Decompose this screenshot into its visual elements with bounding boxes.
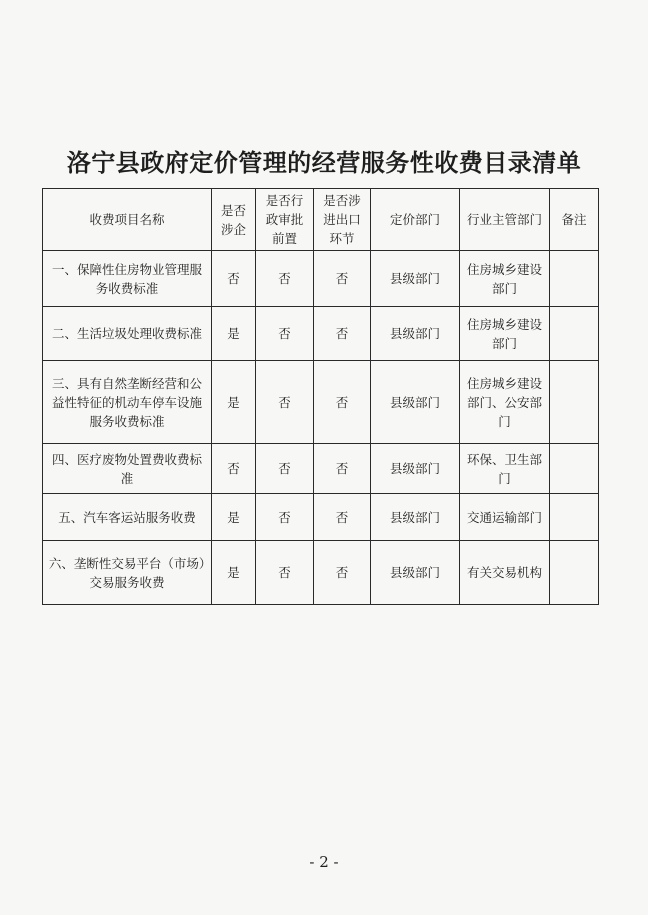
remarks-cell (550, 251, 599, 307)
import-export-cell: 否 (314, 494, 371, 541)
remarks-cell (550, 361, 599, 444)
enterprise-cell: 否 (212, 251, 256, 307)
header-import-export: 是否涉进出口环节 (314, 189, 371, 251)
header-enterprise: 是否涉企 (212, 189, 256, 251)
enterprise-cell: 是 (212, 307, 256, 361)
remarks-cell (550, 307, 599, 361)
admin-approval-cell: 否 (256, 541, 314, 605)
header-row (43, 189, 599, 251)
table-row (43, 361, 599, 444)
table-row (43, 541, 599, 605)
table-row (43, 444, 599, 494)
enterprise-cell: 否 (212, 444, 256, 494)
import-export-cell: 否 (314, 444, 371, 494)
page-title: 洛宁县政府定价管理的经营服务性收费目录清单 (66, 149, 582, 177)
admin-approval-cell: 否 (256, 361, 314, 444)
pricing-dept-cell: 县级部门 (371, 361, 460, 444)
supervisor-cell: 住房城乡建设部门、公安部门 (460, 361, 550, 444)
admin-approval-cell: 否 (256, 251, 314, 307)
header-name: 收费项目名称 (43, 189, 212, 251)
pricing-dept-cell: 县级部门 (371, 444, 460, 494)
remarks-cell (550, 444, 599, 494)
enterprise-cell: 是 (212, 361, 256, 444)
fee-catalog-table (42, 188, 599, 605)
import-export-cell: 否 (314, 361, 371, 444)
pricing-dept-cell: 县级部门 (371, 494, 460, 541)
fee-item-name: 一、保障性住房物业管理服务收费标准 (43, 251, 212, 307)
header-supervisor: 行业主管部门 (460, 189, 550, 251)
pricing-dept-cell: 县级部门 (371, 541, 460, 605)
fee-item-name: 二、生活垃圾处理收费标准 (43, 307, 212, 361)
fee-item-name: 五、汽车客运站服务收费 (43, 494, 212, 541)
enterprise-cell: 是 (212, 494, 256, 541)
supervisor-cell: 交通运输部门 (460, 494, 550, 541)
fee-item-name: 三、具有自然垄断经营和公益性特征的机动车停车设施服务收费标准 (43, 361, 212, 444)
pricing-dept-cell: 县级部门 (371, 307, 460, 361)
supervisor-cell: 住房城乡建设部门 (460, 251, 550, 307)
remarks-cell (550, 541, 599, 605)
admin-approval-cell: 否 (256, 494, 314, 541)
page-number: - 2 - (309, 853, 339, 871)
remarks-cell (550, 494, 599, 541)
import-export-cell: 否 (314, 307, 371, 361)
supervisor-cell: 住房城乡建设部门 (460, 307, 550, 361)
admin-approval-cell: 否 (256, 307, 314, 361)
header-pricing-dept: 定价部门 (371, 189, 460, 251)
header-remarks: 备注 (550, 189, 599, 251)
table-row (43, 494, 599, 541)
import-export-cell: 否 (314, 251, 371, 307)
import-export-cell: 否 (314, 541, 371, 605)
header-admin-approval: 是否行政审批前置 (256, 189, 314, 251)
enterprise-cell: 是 (212, 541, 256, 605)
supervisor-cell: 有关交易机构 (460, 541, 550, 605)
pricing-dept-cell: 县级部门 (371, 251, 460, 307)
fee-item-name: 四、医疗废物处置费收费标准 (43, 444, 212, 494)
admin-approval-cell: 否 (256, 444, 314, 494)
table-row (43, 251, 599, 307)
table-row (43, 307, 599, 361)
supervisor-cell: 环保、卫生部门 (460, 444, 550, 494)
fee-item-name: 六、垄断性交易平台（市场）交易服务收费 (43, 541, 212, 605)
